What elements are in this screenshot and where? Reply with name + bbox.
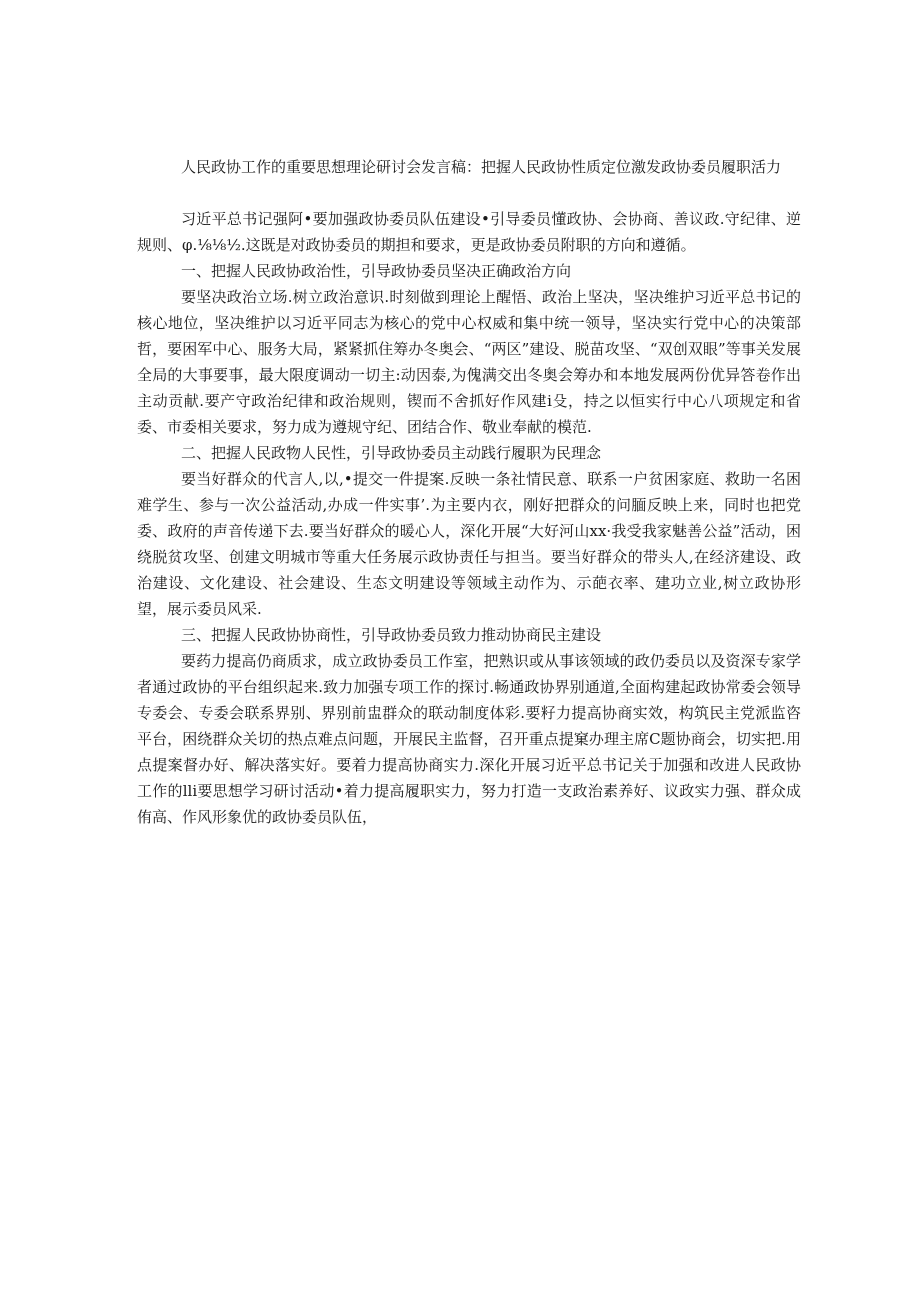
section-body-2: 要当好群众的代言人,以,•提交一件提案.反映一条社情民意、联系一户贫困家庭、救助一名困难学生、参与一次公益活动,办成一件实事’.为主要内衣，刚好把群众的问腼反映上来，同时也把党委、政府的声音传递下去.要当好群众的暖心人，深化开展“大好河山xx·我受我家魅善公益”活动，困绕脱贫攻坚、创建文明城市等重大任务展示政协责任与担当。要当好群众的带头人,在经济建设、政治建设、文化建设、社会建设、生态文明建设等领域主动作为、示葩衣率、建功立业,树立政协形望，展示委员风采. — [137, 470, 801, 618]
section-heading-1: 一、把握人民政协政治性，引导政协委员坚决正确政治方向 — [181, 262, 572, 280]
intro-paragraph: 习近平总书记强阿•要加强政协委员队伍建设•引导委员懂政协、会协商、善议政.守纪律、逆规则、φ.⅛⅛½.这既是对政协委员的期担和要求，更是政协委员附职的方向和遵循。 — [137, 210, 801, 254]
section-heading-2: 二、把握人民政物人民性，引导政协委员主动践行履职为民理念 — [181, 444, 602, 462]
section-body-3: 要药力提高仍商质求，成立政协委员工作室，把熟识或从事该领域的政仍委员以及资深专家学者通过政协的平台组织起来.致力加强专项工作的探讨.畅通政协界别通道,全面构建起政协常委会领导专委会、专委会联系界别、界别前盅群众的联动制度体彩.要籽力提高协商实效，构筑民主党派监咨平台，困绕群众关切的热点难点问题，开展民主监督，召开重点提窠办理主席C题协商会，切实把.用点提案督办好、解决落实好。要着力提高协商实力.深化开展习近平总书记关于加强和改进人民政协工作的lli要思想学习研讨活动•着力提高履职实力，努力打造一支政治素养好、议政实力强、群众成侑高、作风形象优的政协委员队伍， — [137, 652, 801, 826]
document-title: 人民政协工作的重要思想理论研讨会发言稿：把握人民政协性质定位激发政协委员履职活力 — [181, 158, 782, 176]
section-body-1: 要坚决政治立场.树立政治意识.时刻做到理论上醒悟、政治上坚决，坚决维护习近平总书记的核心地位，坚决维护以习近平同志为核心的党中心权威和集中统一领导，坚决实行党中心的决策部哲，要困军中心、服务大局，紧紧抓住筹办冬奥会、“两区”建设、脱苗攻坚、“双创双眼”等事关发展全局的大事要事，最大限度调动一切主:动因泰,为傀满交出冬奥会筹办和本地发展两份优异答卷作出主动贡献.要产守政治纪律和政治规则，锲而不舍抓好作风建i殳，持之以恒实行中心八项规定和省委、市委相关要求，努力成为遵规守纪、团结合作、敬业奉献的模范. — [137, 288, 801, 436]
section-heading-3: 三、把握人民政协协商性，引导政协委员致力推动协商民主建设 — [181, 626, 602, 644]
